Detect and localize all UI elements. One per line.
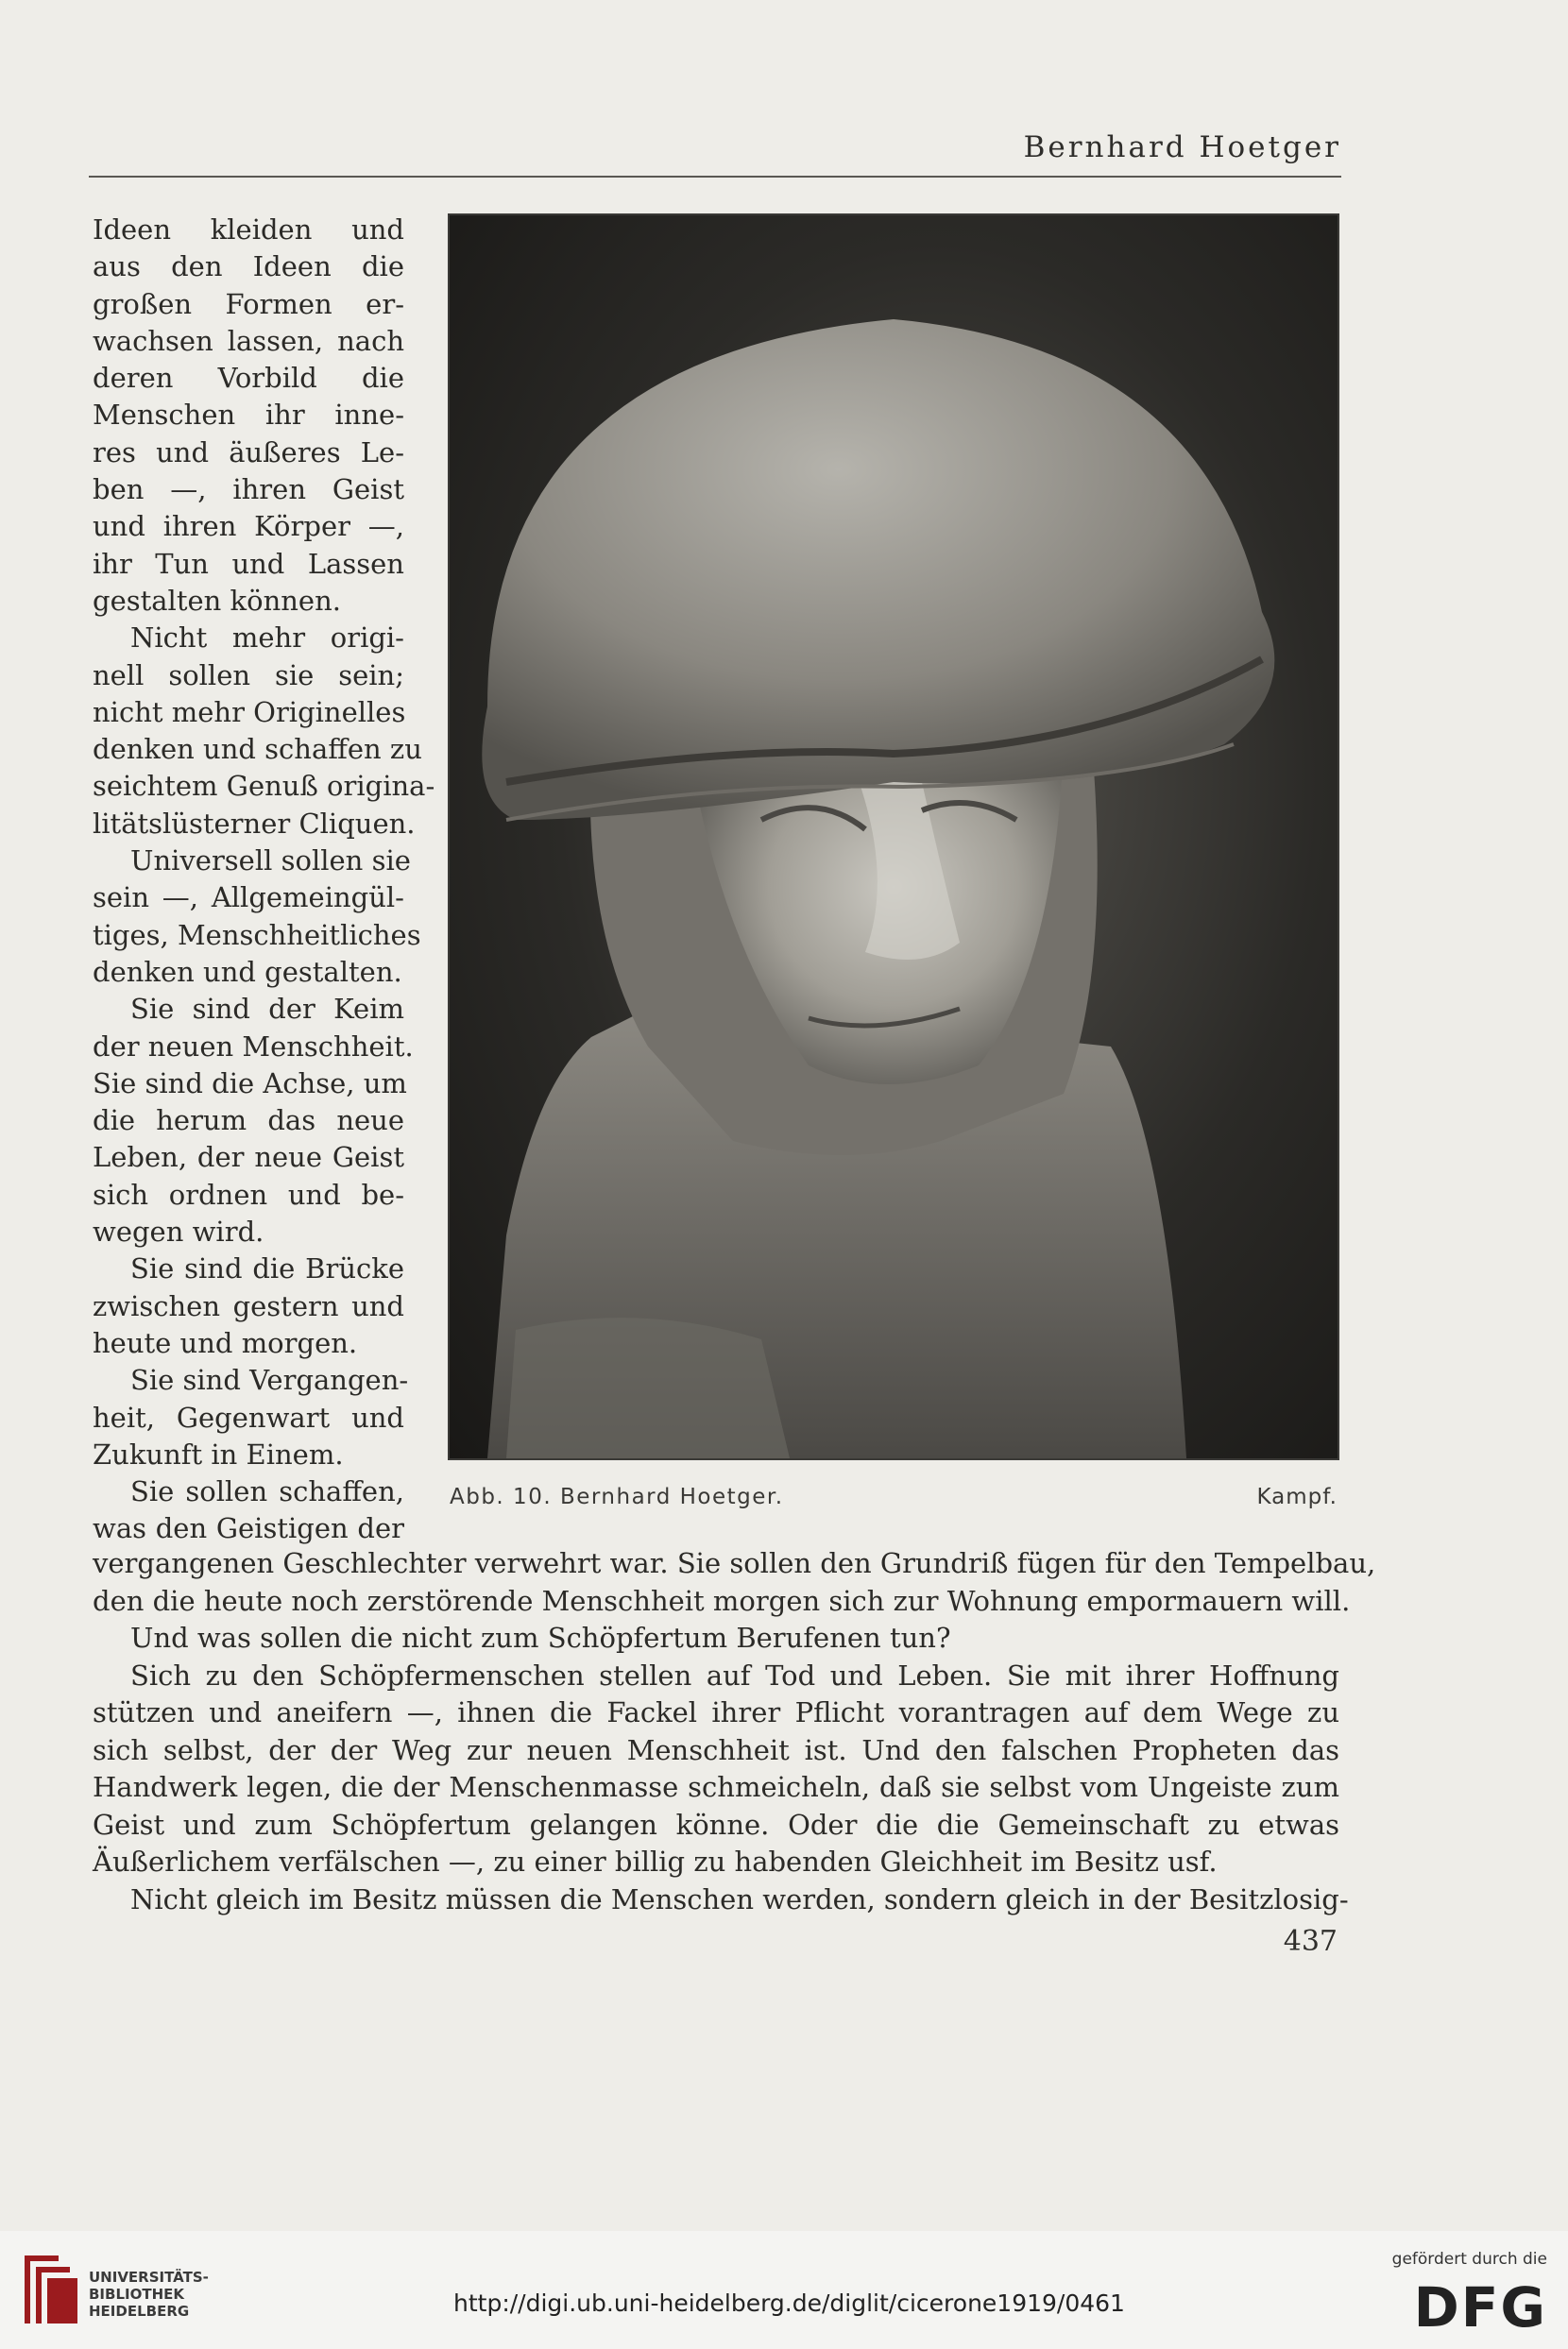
main-line: Und was sollen die nicht zum Schöpfertum Berufenen tun? — [130, 1622, 951, 1654]
library-name-line: HEIDELBERG — [89, 2303, 190, 2320]
side-line: nell sollen sie sein; — [93, 658, 404, 691]
source-url-link[interactable]: http://digi.ub.uni-heidelberg.de/diglit/cicerone1919/0461 — [453, 2289, 1125, 2317]
side-line: nicht mehr Originelles — [93, 695, 406, 728]
side-line: heute und morgen. — [93, 1326, 358, 1359]
side-column-text — [93, 212, 435, 1548]
side-line: Sie sind die Brücke — [130, 1252, 404, 1285]
side-line: wegen wird. — [93, 1216, 264, 1249]
library-name-line: BIBLIOTHEK — [89, 2286, 184, 2303]
funded-by-label: gefördert durch die — [1391, 2250, 1547, 2269]
main-line: sich selbst, der der Weg zur neuen Menschheit ist. Und den falschen Propheten das — [93, 1733, 1339, 1766]
side-line: denken und schaffen zu — [93, 733, 422, 766]
side-line: Nicht mehr origi- — [130, 621, 404, 655]
side-line: was den Geistigen der — [93, 1512, 404, 1545]
library-name-line: UNIVERSITÄTS- — [89, 2269, 209, 2286]
side-line: Universell sollen sie — [130, 844, 411, 877]
side-line: Zukunft in Einem. — [93, 1438, 344, 1471]
running-title: Bernhard Hoetger — [1023, 130, 1341, 164]
side-line: Menschen ihr inne- — [93, 399, 404, 432]
figure-caption: Abb. 10. Bernhard Hoetger. — [450, 1485, 784, 1509]
university-library-logo-icon[interactable] — [21, 2252, 81, 2327]
side-line: und ihren Körper —, — [93, 510, 404, 543]
main-line: den die heute noch zerstörende Menschheit morgen sich zur Wohnung empormauern will. — [93, 1584, 1351, 1617]
side-line: seichtem Genuß origina- — [93, 770, 435, 803]
side-line: sich ordnen und be- — [93, 1178, 404, 1211]
side-line: ben —, ihren Geist — [93, 473, 404, 506]
side-line: die herum das neue — [93, 1104, 404, 1137]
sculpture-photograph — [448, 213, 1339, 1460]
side-line: aus den Ideen die — [93, 250, 404, 283]
dfg-logo[interactable]: DFG — [1413, 2275, 1547, 2340]
main-line: vergangenen Geschlechter verwehrt war. Sie sollen den Grundriß fügen für den Tempelbau, — [93, 1547, 1376, 1579]
main-line: stützen und aneifern —, ihnen die Fackel ihrer Pflicht vorantragen auf dem Wege zu — [93, 1696, 1339, 1728]
side-line: sein —, Allgemeingül- — [93, 881, 404, 914]
side-line: Ideen kleiden und — [93, 213, 404, 246]
main-line: Äußerlichem verfälschen —, zu einer billig zu habenden Gleichheit im Besitz usf. — [93, 1846, 1218, 1878]
header-rule — [89, 176, 1341, 178]
side-line: Sie sollen schaffen, — [130, 1475, 404, 1508]
side-line: gestalten können. — [93, 584, 341, 617]
side-line: wachsen lassen, nach — [93, 324, 404, 357]
side-line: heit, Gegenwart und — [93, 1401, 404, 1434]
main-line: Geist und zum Schöpfertum gelangen könne. Oder die die Gemeinschaft zu etwas — [93, 1808, 1339, 1841]
side-line: denken und gestalten. — [93, 955, 402, 988]
side-line: Sie sind Vergangen- — [130, 1364, 409, 1397]
side-line: der neuen Menschheit. — [93, 1030, 414, 1063]
main-line: Sich zu den Schöpfermenschen stellen auf Tod und Leben. Sie mit ihrer Hoffnung — [130, 1659, 1339, 1692]
side-line: Sie sind die Achse, um — [93, 1066, 407, 1099]
library-name[interactable] — [89, 2269, 209, 2320]
figure-title: Kampf. — [1256, 1485, 1338, 1509]
viewer-footer — [0, 2231, 1568, 2349]
page-number: 437 — [1283, 1925, 1338, 1958]
helmeted-head-sculpture-image — [450, 215, 1338, 1458]
side-line: deren Vorbild die — [93, 362, 404, 395]
side-line: ihr Tun und Lassen — [93, 547, 404, 580]
side-line: tiges, Menschheitliches — [93, 918, 421, 951]
main-column-text — [93, 1545, 1376, 1918]
side-line: großen Formen er- — [93, 287, 404, 320]
side-line: litätslüsterner Cliquen. — [93, 807, 416, 840]
main-line: Handwerk legen, die der Menschenmasse schmeicheln, daß sie selbst vom Ungeiste zum — [93, 1771, 1339, 1803]
side-line: Leben, der neue Geist — [93, 1141, 404, 1174]
side-line: res und äußeres Le- — [93, 435, 404, 468]
main-line: Nicht gleich im Besitz müssen die Menschen werden, sondern gleich in der Besitzlosig- — [130, 1882, 1349, 1915]
side-line: Sie sind der Keim — [130, 993, 404, 1026]
side-line: zwischen gestern und — [93, 1289, 404, 1322]
